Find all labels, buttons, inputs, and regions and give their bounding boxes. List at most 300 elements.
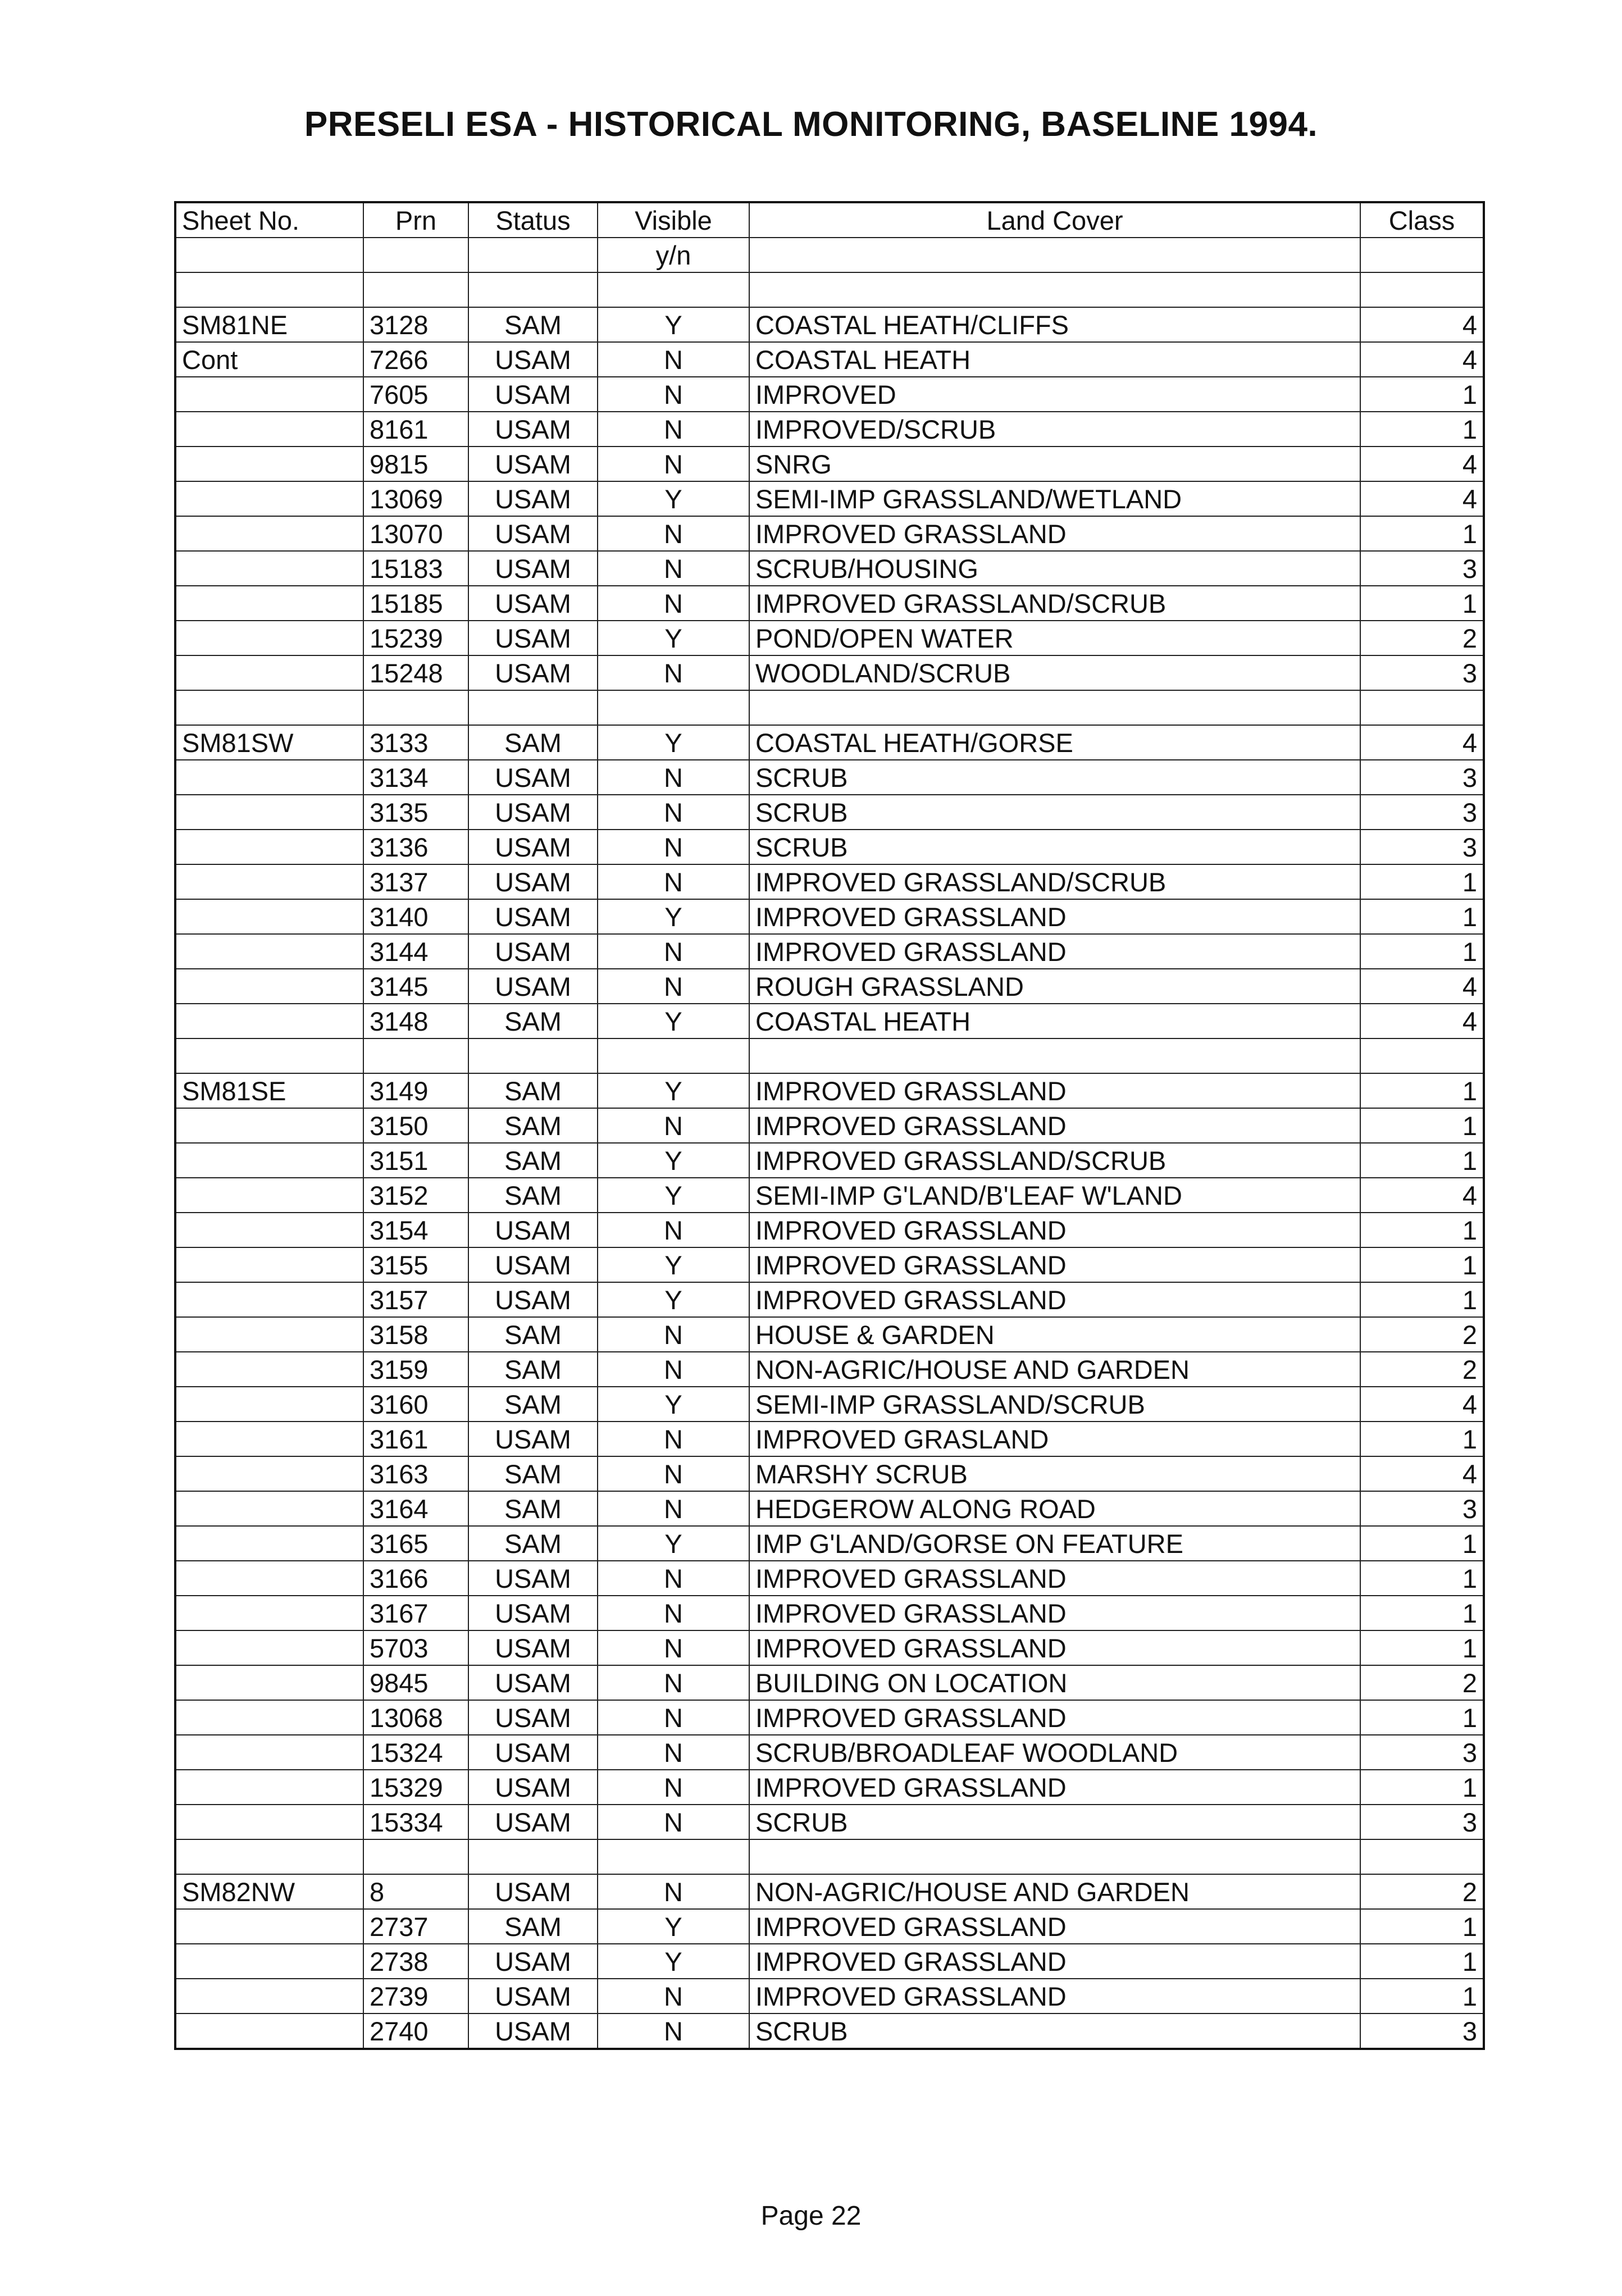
table-row [175, 1944, 1484, 1979]
visible-cell: N [598, 760, 749, 795]
class-cell: 1 [1360, 899, 1484, 934]
sheet-cell [175, 1004, 363, 1038]
spacer-row [175, 690, 1484, 725]
status-cell: USAM [468, 795, 598, 830]
status-cell: USAM [468, 1282, 598, 1317]
sheet-cell [175, 1735, 363, 1770]
status-cell: USAM [468, 1561, 598, 1596]
land-cover-cell: SCRUB [749, 760, 1360, 795]
table-row [175, 551, 1484, 586]
land-cover-cell: WOODLAND/SCRUB [749, 655, 1360, 690]
sheet-cell [175, 1561, 363, 1596]
class-cell: 1 [1360, 377, 1484, 412]
land-cover-cell: SNRG [749, 447, 1360, 481]
prn-cell: 3135 [363, 795, 468, 830]
class-cell: 1 [1360, 412, 1484, 447]
empty-cell [175, 272, 363, 307]
table-row [175, 1874, 1484, 1909]
empty-cell [598, 272, 749, 307]
visible-cell: Y [598, 1178, 749, 1213]
prn-cell: 7605 [363, 377, 468, 412]
prn-cell: 3161 [363, 1422, 468, 1456]
table-row [175, 1317, 1484, 1352]
class-cell: 3 [1360, 1491, 1484, 1526]
visible-cell: N [598, 1422, 749, 1456]
empty-cell [1360, 1839, 1484, 1874]
land-cover-cell: IMPROVED GRASSLAND [749, 1700, 1360, 1735]
sheet-cell [175, 1213, 363, 1247]
sheet-cell [175, 1282, 363, 1317]
visible-cell: N [598, 864, 749, 899]
empty-cell [1360, 690, 1484, 725]
sheet-cell [175, 1456, 363, 1491]
spacer-row [175, 1038, 1484, 1073]
table-row [175, 412, 1484, 447]
land-cover-cell: SCRUB/HOUSING [749, 551, 1360, 586]
prn-cell: 3155 [363, 1247, 468, 1282]
status-cell: USAM [468, 621, 598, 655]
class-cell: 1 [1360, 1596, 1484, 1630]
table-row [175, 1979, 1484, 2013]
header-blank [468, 238, 598, 272]
land-cover-cell: IMPROVED GRASSLAND [749, 1979, 1360, 2013]
class-cell: 4 [1360, 342, 1484, 377]
land-cover-cell: IMPROVED GRASSLAND [749, 1213, 1360, 1247]
empty-cell [749, 1038, 1360, 1073]
status-cell: SAM [468, 1526, 598, 1561]
land-cover-cell: SCRUB [749, 2013, 1360, 2049]
visible-cell: N [598, 1665, 749, 1700]
status-cell: USAM [468, 1944, 598, 1979]
status-cell: SAM [468, 1909, 598, 1944]
visible-cell: Y [598, 1282, 749, 1317]
visible-cell: N [598, 969, 749, 1004]
status-cell: USAM [468, 969, 598, 1004]
prn-cell: 13070 [363, 516, 468, 551]
sheet-cell [175, 1770, 363, 1805]
visible-cell: N [598, 551, 749, 586]
empty-cell [598, 1038, 749, 1073]
empty-cell [598, 1839, 749, 1874]
prn-cell: 3152 [363, 1178, 468, 1213]
empty-cell [598, 690, 749, 725]
visible-cell: N [598, 830, 749, 864]
land-cover-cell: IMPROVED/SCRUB [749, 412, 1360, 447]
sheet-cell [175, 447, 363, 481]
class-cell: 3 [1360, 830, 1484, 864]
prn-cell: 3158 [363, 1317, 468, 1352]
empty-cell [363, 1839, 468, 1874]
page-number: Page 22 [760, 2201, 862, 2231]
class-cell: 3 [1360, 1805, 1484, 1839]
visible-cell: N [598, 586, 749, 621]
sheet-cell [175, 1352, 363, 1387]
status-cell: USAM [468, 1735, 598, 1770]
visible-cell: N [598, 412, 749, 447]
header-blank [749, 238, 1360, 272]
land-cover-cell: IMPROVED GRASSLAND/SCRUB [749, 586, 1360, 621]
header-blank [175, 238, 363, 272]
empty-cell [468, 1038, 598, 1073]
prn-cell: 3154 [363, 1213, 468, 1247]
class-cell: 4 [1360, 725, 1484, 760]
status-cell: SAM [468, 725, 598, 760]
class-cell: 1 [1360, 1422, 1484, 1456]
table-row [175, 1352, 1484, 1387]
class-cell: 1 [1360, 1073, 1484, 1108]
visible-cell: Y [598, 1073, 749, 1108]
class-cell: 1 [1360, 1282, 1484, 1317]
land-cover-cell: SCRUB [749, 1805, 1360, 1839]
monitoring-table [174, 201, 1485, 2050]
land-cover-cell: SCRUB [749, 830, 1360, 864]
visible-cell: N [598, 1108, 749, 1143]
visible-cell: Y [598, 1909, 749, 1944]
status-cell: USAM [468, 1770, 598, 1805]
prn-cell: 3159 [363, 1352, 468, 1387]
table-row [175, 307, 1484, 342]
class-cell: 1 [1360, 934, 1484, 969]
table-row [175, 1422, 1484, 1456]
sheet-cell [175, 1944, 363, 1979]
land-cover-cell: MARSHY SCRUB [749, 1456, 1360, 1491]
land-cover-cell: IMPROVED GRASSLAND/SCRUB [749, 864, 1360, 899]
status-cell: USAM [468, 447, 598, 481]
status-cell: USAM [468, 760, 598, 795]
sheet-cell [175, 1178, 363, 1213]
visible-cell: N [598, 2013, 749, 2049]
land-cover-cell: IMPROVED GRASSLAND [749, 516, 1360, 551]
status-cell: USAM [468, 516, 598, 551]
sheet-cell [175, 516, 363, 551]
class-cell: 2 [1360, 1317, 1484, 1352]
class-cell: 1 [1360, 586, 1484, 621]
land-cover-cell: SEMI-IMP GRASSLAND/SCRUB [749, 1387, 1360, 1422]
empty-cell [363, 272, 468, 307]
visible-cell: N [598, 1735, 749, 1770]
status-cell: USAM [468, 830, 598, 864]
sheet-cell [175, 934, 363, 969]
table-row [175, 1561, 1484, 1596]
visible-cell: N [598, 1352, 749, 1387]
sheet-cell [175, 551, 363, 586]
prn-cell: 13068 [363, 1700, 468, 1735]
table-row [175, 830, 1484, 864]
land-cover-cell: IMPROVED GRASSLAND [749, 1770, 1360, 1805]
status-cell: SAM [468, 1108, 598, 1143]
table-row [175, 1247, 1484, 1282]
status-cell: USAM [468, 342, 598, 377]
visible-cell: N [598, 1456, 749, 1491]
visible-cell: Y [598, 1944, 749, 1979]
status-cell: USAM [468, 1979, 598, 2013]
prn-cell: 15239 [363, 621, 468, 655]
prn-cell: 15324 [363, 1735, 468, 1770]
prn-cell: 15329 [363, 1770, 468, 1805]
sheet-cell [175, 1526, 363, 1561]
class-cell: 3 [1360, 655, 1484, 690]
class-cell: 3 [1360, 760, 1484, 795]
visible-cell: Y [598, 1004, 749, 1038]
table-row [175, 481, 1484, 516]
prn-cell: 15248 [363, 655, 468, 690]
table-row [175, 1735, 1484, 1770]
table-row [175, 342, 1484, 377]
sheet-cell [175, 621, 363, 655]
sheet-cell [175, 864, 363, 899]
prn-cell: 3133 [363, 725, 468, 760]
table-row [175, 1526, 1484, 1561]
prn-cell: 3163 [363, 1456, 468, 1491]
class-cell: 1 [1360, 1944, 1484, 1979]
class-cell: 4 [1360, 1178, 1484, 1213]
table-row [175, 1770, 1484, 1805]
header-blank [1360, 238, 1484, 272]
class-cell: 1 [1360, 1108, 1484, 1143]
sheet-no-cell: SM81SW [175, 725, 363, 760]
prn-cell: 7266 [363, 342, 468, 377]
visible-cell: N [598, 1596, 749, 1630]
table-row [175, 1143, 1484, 1178]
visible-cell: N [598, 795, 749, 830]
sheet-cell [175, 1422, 363, 1456]
table-row [175, 1700, 1484, 1735]
class-cell: 1 [1360, 1143, 1484, 1178]
land-cover-cell: COASTAL HEATH/GORSE [749, 725, 1360, 760]
prn-cell: 3149 [363, 1073, 468, 1108]
class-cell: 1 [1360, 1979, 1484, 2013]
land-cover-cell: POND/OPEN WATER [749, 621, 1360, 655]
empty-cell [175, 1038, 363, 1073]
visible-cell: N [598, 1770, 749, 1805]
table-row [175, 864, 1484, 899]
visible-cell: Y [598, 1247, 749, 1282]
header-prn: Prn [363, 202, 468, 238]
land-cover-cell: IMPROVED GRASSLAND [749, 899, 1360, 934]
status-cell: USAM [468, 1247, 598, 1282]
visible-cell: Y [598, 899, 749, 934]
class-cell: 3 [1360, 795, 1484, 830]
sheet-cell [175, 586, 363, 621]
prn-cell: 5703 [363, 1630, 468, 1665]
table-row [175, 1108, 1484, 1143]
class-cell: 4 [1360, 481, 1484, 516]
sheet-cell [175, 377, 363, 412]
visible-cell: N [598, 447, 749, 481]
prn-cell: 8 [363, 1874, 468, 1909]
sheet-no-cell: SM82NW [175, 1874, 363, 1909]
land-cover-cell: IMPROVED GRASSLAND [749, 1108, 1360, 1143]
class-cell: 4 [1360, 1004, 1484, 1038]
class-cell: 4 [1360, 447, 1484, 481]
header-status: Status [468, 202, 598, 238]
table-row [175, 1004, 1484, 1038]
prn-cell: 3145 [363, 969, 468, 1004]
visible-cell: N [598, 1561, 749, 1596]
header-visible-sub: y/n [598, 238, 749, 272]
visible-cell: Y [598, 481, 749, 516]
status-cell: SAM [468, 1352, 598, 1387]
table-row [175, 1805, 1484, 1839]
class-cell: 1 [1360, 1770, 1484, 1805]
land-cover-cell: NON-AGRIC/HOUSE AND GARDEN [749, 1874, 1360, 1909]
land-cover-cell: HEDGEROW ALONG ROAD [749, 1491, 1360, 1526]
class-cell: 1 [1360, 1213, 1484, 1247]
visible-cell: N [598, 934, 749, 969]
empty-cell [363, 690, 468, 725]
status-cell: USAM [468, 1805, 598, 1839]
status-cell: USAM [468, 1596, 598, 1630]
empty-cell [1360, 1038, 1484, 1073]
sheet-cell [175, 760, 363, 795]
table-row [175, 1213, 1484, 1247]
sheet-cell [175, 655, 363, 690]
prn-cell: 3166 [363, 1561, 468, 1596]
sheet-no-cell: SM81NE [175, 307, 363, 342]
land-cover-cell: IMPROVED GRASSLAND [749, 1073, 1360, 1108]
status-cell: USAM [468, 1665, 598, 1700]
status-cell: USAM [468, 899, 598, 934]
table-row [175, 1491, 1484, 1526]
spacer-row [175, 1839, 1484, 1874]
visible-cell: Y [598, 1387, 749, 1422]
class-cell: 1 [1360, 1526, 1484, 1561]
prn-cell: 15183 [363, 551, 468, 586]
land-cover-cell: IMPROVED GRASSLAND [749, 1944, 1360, 1979]
land-cover-cell: IMPROVED GRASSLAND [749, 1630, 1360, 1665]
sheet-cell [175, 1909, 363, 1944]
status-cell: SAM [468, 1073, 598, 1108]
empty-cell [749, 272, 1360, 307]
visible-cell: Y [598, 307, 749, 342]
empty-cell [468, 1839, 598, 1874]
visible-cell: N [598, 1317, 749, 1352]
table-row [175, 1665, 1484, 1700]
class-cell: 4 [1360, 1456, 1484, 1491]
empty-cell [175, 1839, 363, 1874]
land-cover-cell: IMPROVED GRASSLAND [749, 1596, 1360, 1630]
status-cell: USAM [468, 2013, 598, 2049]
land-cover-cell: IMPROVED GRASSLAND [749, 1247, 1360, 1282]
sheet-cell [175, 481, 363, 516]
land-cover-cell: BUILDING ON LOCATION [749, 1665, 1360, 1700]
class-cell: 3 [1360, 2013, 1484, 2049]
prn-cell: 2738 [363, 1944, 468, 1979]
class-cell: 1 [1360, 1909, 1484, 1944]
land-cover-cell: IMPROVED GRASSLAND [749, 1282, 1360, 1317]
prn-cell: 8161 [363, 412, 468, 447]
prn-cell: 3157 [363, 1282, 468, 1317]
status-cell: SAM [468, 1178, 598, 1213]
sheet-cell [175, 1491, 363, 1526]
header-sheet-no: Sheet No. [175, 202, 363, 238]
table-row [175, 621, 1484, 655]
visible-cell: N [598, 516, 749, 551]
sheet-no-cell: SM81SE [175, 1073, 363, 1108]
visible-cell: N [598, 655, 749, 690]
table-row [175, 655, 1484, 690]
status-cell: SAM [468, 1491, 598, 1526]
table-row [175, 1630, 1484, 1665]
table-row [175, 795, 1484, 830]
table-row [175, 1282, 1484, 1317]
prn-cell: 15185 [363, 586, 468, 621]
table-row [175, 586, 1484, 621]
table-row [175, 377, 1484, 412]
class-cell: 1 [1360, 864, 1484, 899]
table-body [175, 272, 1484, 2049]
land-cover-cell: IMPROVED GRASSLAND [749, 934, 1360, 969]
table-row [175, 1073, 1484, 1108]
sheet-cell [175, 899, 363, 934]
visible-cell: N [598, 1979, 749, 2013]
sheet-cell [175, 795, 363, 830]
table-row [175, 1387, 1484, 1422]
prn-cell: 3150 [363, 1108, 468, 1143]
visible-cell: N [598, 1491, 749, 1526]
status-cell: USAM [468, 377, 598, 412]
sheet-cell [175, 1143, 363, 1178]
table-row [175, 447, 1484, 481]
prn-cell: 2737 [363, 1909, 468, 1944]
land-cover-cell: IMPROVED GRASSLAND/SCRUB [749, 1143, 1360, 1178]
land-cover-cell: ROUGH GRASSLAND [749, 969, 1360, 1004]
land-cover-cell: IMPROVED GRASSLAND [749, 1909, 1360, 1944]
prn-cell: 3128 [363, 307, 468, 342]
table-row [175, 899, 1484, 934]
sheet-cell [175, 1387, 363, 1422]
status-cell: USAM [468, 1213, 598, 1247]
empty-cell [175, 690, 363, 725]
visible-cell: N [598, 342, 749, 377]
empty-cell [468, 690, 598, 725]
sheet-cell [175, 1630, 363, 1665]
table-row [175, 934, 1484, 969]
class-cell: 1 [1360, 1561, 1484, 1596]
visible-cell: N [598, 1630, 749, 1665]
sheet-cell [175, 1979, 363, 2013]
status-cell: USAM [468, 1874, 598, 1909]
table-row [175, 725, 1484, 760]
class-cell: 3 [1360, 551, 1484, 586]
header-class: Class [1360, 202, 1484, 238]
status-cell: USAM [468, 1630, 598, 1665]
sheet-cell [175, 1108, 363, 1143]
sheet-note-cell: Cont [175, 342, 363, 377]
class-cell: 1 [1360, 1247, 1484, 1282]
prn-cell: 3165 [363, 1526, 468, 1561]
land-cover-cell: IMP G'LAND/GORSE ON FEATURE [749, 1526, 1360, 1561]
visible-cell: Y [598, 1143, 749, 1178]
table-row [175, 2013, 1484, 2049]
table-row [175, 969, 1484, 1004]
prn-cell: 3134 [363, 760, 468, 795]
prn-cell: 3144 [363, 934, 468, 969]
table-row [175, 760, 1484, 795]
class-cell: 1 [1360, 1700, 1484, 1735]
prn-cell: 2740 [363, 2013, 468, 2049]
table-row [175, 1909, 1484, 1944]
prn-cell: 3164 [363, 1491, 468, 1526]
prn-cell: 3140 [363, 899, 468, 934]
land-cover-cell: NON-AGRIC/HOUSE AND GARDEN [749, 1352, 1360, 1387]
class-cell: 2 [1360, 1874, 1484, 1909]
sheet-cell [175, 830, 363, 864]
status-cell: USAM [468, 586, 598, 621]
class-cell: 4 [1360, 969, 1484, 1004]
status-cell: USAM [468, 934, 598, 969]
visible-cell: N [598, 377, 749, 412]
